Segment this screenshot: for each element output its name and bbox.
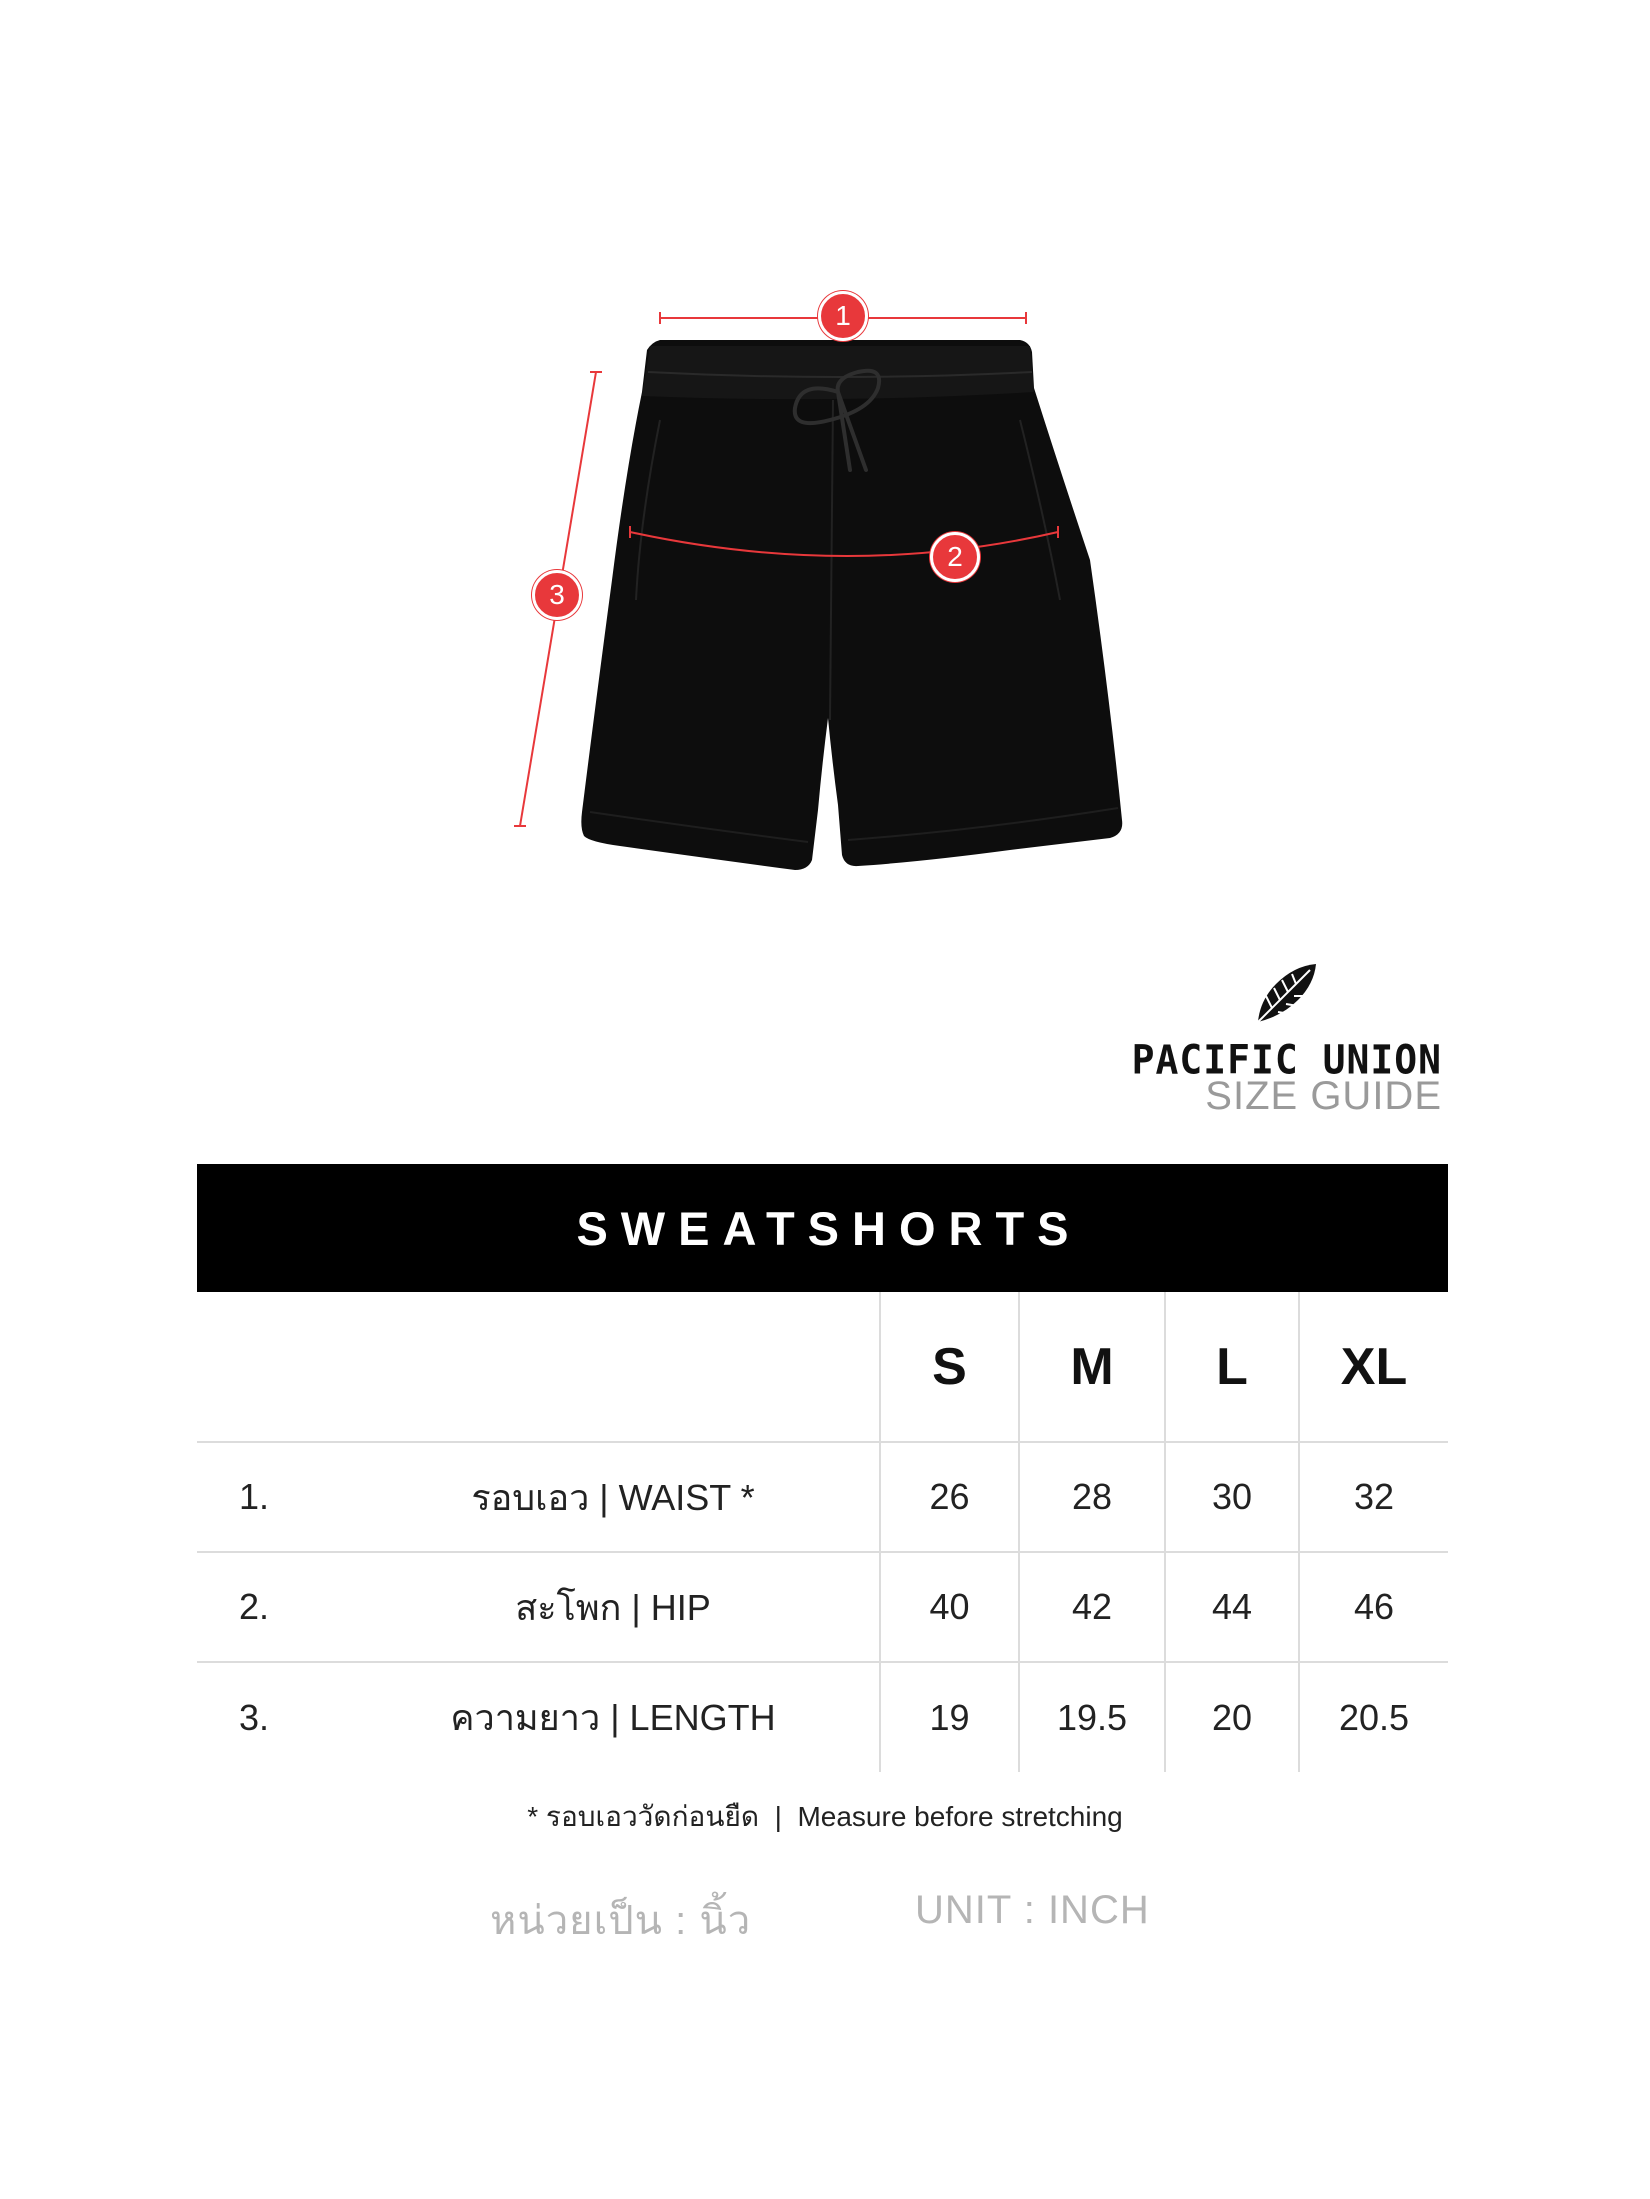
size-header-xl: XL [1299, 1292, 1448, 1442]
row-number: 3. [239, 1696, 270, 1738]
cell-value: 26 [880, 1442, 1019, 1552]
row-number: 1. [197, 1442, 347, 1552]
cell-value: 20.5 [1338, 1696, 1410, 1738]
header-blank [197, 1292, 347, 1442]
unit-label-english: UNIT : INCH [915, 1888, 1150, 1932]
size-header-s: S [880, 1292, 1019, 1442]
row-number: 2. [197, 1552, 347, 1662]
cell-value: 44 [1165, 1552, 1299, 1662]
brand-block [1120, 960, 1450, 1120]
marker-1-waist: 1 [818, 291, 868, 341]
table-row [197, 1552, 1448, 1662]
brand-subtitle: SIZE GUIDE [1205, 1074, 1442, 1118]
cell-value: 46 [1299, 1552, 1448, 1662]
table-title-bar [197, 1164, 1448, 1292]
marker-3-length: 3 [532, 570, 582, 620]
measure-note: * รอบเอววัดก่อนยืด | Measure before stretching [527, 1801, 1123, 1832]
size-header-row [197, 1292, 1448, 1442]
table-title: SWEATSHORTS [576, 1201, 1082, 1255]
unit-label-thai: หน่วยเป็น : นิ้ว [490, 1899, 752, 1943]
cell-value: 42 [1019, 1552, 1165, 1662]
header-blank-label [347, 1292, 880, 1442]
cell-value: 19 [880, 1662, 1019, 1772]
table-row [197, 1442, 1448, 1552]
size-header-l: L [1165, 1292, 1299, 1442]
cell-value: 19.5 [1019, 1662, 1165, 1772]
brand-name: PACIFIC UNION [1131, 1036, 1442, 1084]
table-row [197, 1662, 1448, 1772]
sweatshorts-illustration [0, 0, 1650, 900]
garment-diagram [0, 0, 1650, 900]
row-label-hip: สะโพก | HIP [347, 1552, 880, 1662]
cell-value: 40 [880, 1552, 1019, 1662]
row-label-length: ความยาว | LENGTH [347, 1662, 880, 1772]
feather-leaf-icon [1252, 960, 1322, 1026]
cell-value: 28 [1019, 1442, 1165, 1552]
cell-value: 30 [1165, 1442, 1299, 1552]
row-label-waist: รอบเอว | WAIST * [347, 1442, 880, 1552]
size-table [197, 1292, 1448, 1772]
cell-value: 20 [1165, 1662, 1299, 1772]
cell-value: 32 [1299, 1442, 1448, 1552]
size-header-m: M [1019, 1292, 1165, 1442]
marker-2-hip: 2 [930, 532, 980, 582]
shorts-body [581, 340, 1122, 870]
